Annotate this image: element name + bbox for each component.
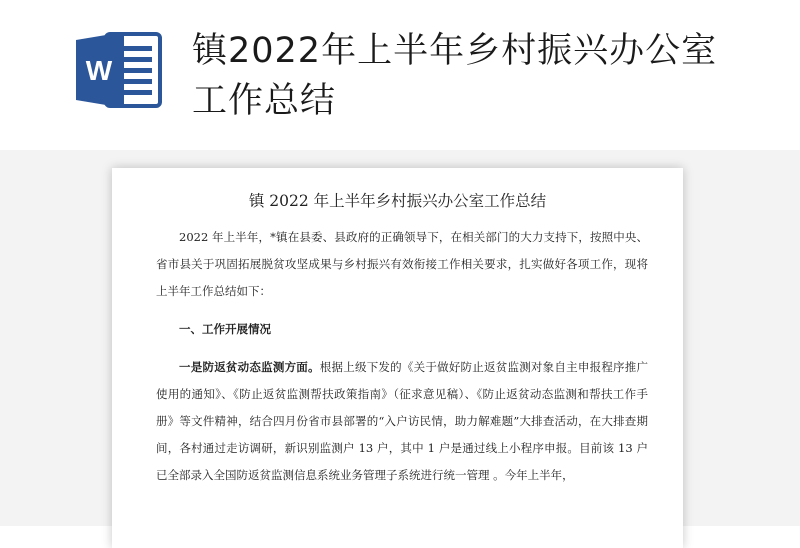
page-title: 镇2022年上半年乡村振兴办公室工作总结: [192, 31, 718, 121]
header-banner: [0, 0, 800, 150]
word-icon-letter: W: [85, 55, 113, 86]
document-page: [112, 168, 683, 548]
paragraph-text: 根据上级下发的《关于做好防止返贫监测对象自主申报程序推广使用的通知》、《防止返贫监测帮扶政策指南》（征求意见稿）、《防止返贫动态监测和帮扶工作手册》等文件精神，结合四月份省市县部署的“入户访民情，助力解难题”大排查活动，在大排查期间，各村通过走访调研，新识别监测户 13 户，其中 1 户是通过线上小程序申报。目前该 13 户已全部录入全国防返贫监测信息系统业务管理子系统进行统一管理 。今年上半年，: [156, 360, 649, 482]
section-heading: 一、工作开展情况: [179, 322, 271, 336]
document-title: 镇 2022 年上半年乡村振兴办公室工作总结: [248, 192, 547, 210]
intro-paragraph: 2022 年上半年，*镇在县委、县政府的正确领导下，在相关部门的大力支持下，按照中央、省市县关于巩固拓展脱贫攻坚成果与乡村振兴有效衔接工作相关要求，扎实做好各项工作，现将上半年工作总结如下：: [156, 230, 648, 298]
body-paragraph: [156, 354, 648, 489]
word-icon: [76, 30, 164, 110]
paragraph-lead: 一是防返贫动态监测方面。: [179, 360, 320, 374]
document-body: [156, 224, 648, 489]
